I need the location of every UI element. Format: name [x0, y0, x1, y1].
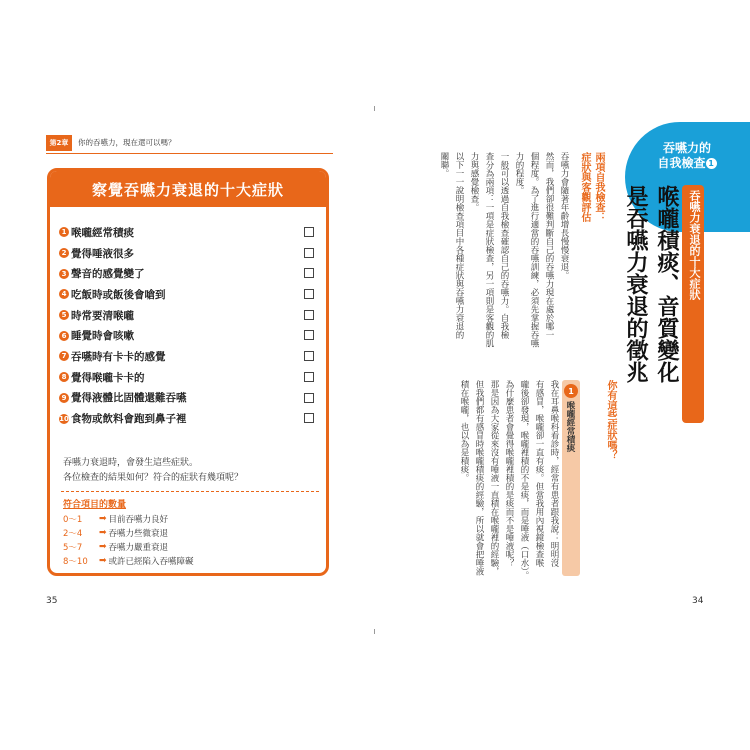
item-label: 食物或飲料會跑到鼻子裡 — [71, 413, 187, 426]
item-number: 2 — [59, 248, 69, 258]
symptom-item — [59, 305, 319, 326]
paragraph-column: 查分為兩項：一項是症狀檢查，另一項則是客觀的肌 — [484, 152, 494, 348]
arrow-right-icon: ➡ — [99, 528, 107, 538]
paragraph-column: 那是因為大家從來沒有唾液一直積在喉嚨裡的經驗， — [489, 380, 499, 576]
symptom-item — [59, 408, 319, 429]
item-label: 時常要清喉嚨 — [71, 309, 134, 322]
item-number: 7 — [59, 351, 69, 361]
symptom-checklist-card — [47, 168, 329, 576]
paragraph-column: 力與感覺檢查。 — [469, 152, 479, 212]
count-row — [63, 554, 194, 568]
symptom-item — [59, 263, 319, 284]
chapter-badge: 第2章 — [46, 135, 72, 151]
item-number: 6 — [59, 331, 69, 341]
question-heading: 你有這些症狀嗎？ — [605, 380, 616, 460]
item-number: 4 — [59, 289, 69, 299]
count-description: 吞嚥力嚴重衰退 — [108, 543, 169, 553]
paragraph-column: 但我們都有感冒時喉嚨積痰的經驗，所以就會把唾液 — [474, 380, 484, 576]
count-title: 符合項目的數量 — [63, 500, 127, 510]
item-checkbox[interactable] — [304, 393, 314, 403]
paragraph-column: 一般可以透過自我檢查確認自己的吞嚥力。自我檢 — [499, 152, 509, 339]
item-checkbox[interactable] — [304, 310, 314, 320]
item-label: 喉嚨經常積痰 — [71, 226, 134, 239]
paragraph-column: 我在耳鼻喉科看診時，經常有患者跟我說：明明沒 — [549, 380, 559, 567]
gutter-mark-bottom — [374, 629, 375, 634]
count-row — [63, 512, 194, 526]
item-number: 5 — [59, 310, 69, 320]
badge-number: 1 — [706, 158, 717, 169]
checklist-note — [63, 456, 243, 486]
item-checkbox[interactable] — [304, 268, 314, 278]
card-title: 察覺吞嚥力衰退的十大症狀 — [50, 171, 326, 207]
badge-line-2: 自我檢查 — [657, 156, 706, 170]
chapter-title: 你的吞嚥力，現在還可以嗎？ — [78, 138, 176, 147]
item-checkbox[interactable] — [304, 351, 314, 361]
page-number-left: 35 — [46, 596, 58, 606]
subhead-a: 兩項自我檢查： — [593, 152, 604, 222]
side-label: 吞嚥力衰退的十大症狀 — [688, 190, 701, 300]
page-number-right: 34 — [692, 596, 704, 606]
symptom-item — [59, 243, 319, 264]
item-label: 覺得唾液很多 — [71, 247, 134, 260]
item-checkbox[interactable] — [304, 227, 314, 237]
arrow-right-icon: ➡ — [99, 514, 107, 524]
count-row — [63, 540, 194, 554]
note-line-2: 各位檢查的結果如何？符合的症狀有幾項呢？ — [63, 473, 244, 483]
count-range: 0～1 — [63, 515, 83, 525]
header-rule — [46, 153, 333, 154]
paragraph-column: 然而，我們卻很難判斷自己的吞嚥力現在處於哪一 — [544, 152, 554, 339]
section-number: 1 — [564, 384, 578, 398]
arrow-right-icon: ➡ — [99, 542, 107, 552]
item-label: 聲音的感覺變了 — [71, 268, 145, 281]
count-range: 5～7 — [63, 543, 83, 553]
count-description: 或許已經陷入吞嚥障礙 — [108, 557, 194, 567]
item-number: 9 — [59, 393, 69, 403]
section-paragraph — [455, 380, 560, 580]
item-number: 1 — [59, 227, 69, 237]
symptom-item — [59, 222, 319, 243]
item-label: 吞嚥時有卡卡的感覺 — [71, 350, 166, 363]
paragraph-column: 個程度。為了進行適當的吞嚥訓練，必須先掌握吞嚥 — [529, 152, 539, 348]
section-title: 喉嚨經常積痰 — [565, 401, 575, 452]
symptom-list — [59, 222, 319, 429]
symptom-item — [59, 346, 319, 367]
intro-paragraph — [420, 152, 570, 348]
item-number: 3 — [59, 269, 69, 279]
note-line-1: 吞嚥力衰退時，會發生這些症狀。 — [63, 458, 199, 468]
count-description: 吞嚥力些微衰退 — [108, 529, 169, 539]
paragraph-column: 以下一一說明檢查項目中各種症狀與吞嚥力衰退的 — [454, 152, 464, 339]
paragraph-column: 嚨後卻發現，喉嚨裡積的不是痰，而是唾液（口水）。 — [519, 380, 529, 580]
self-check-badge-label — [652, 141, 722, 171]
item-label: 吃飯時或飯後會嗆到 — [71, 288, 166, 301]
item-number: 10 — [59, 414, 69, 423]
item-checkbox[interactable] — [304, 248, 314, 258]
symptom-item — [59, 284, 319, 305]
count-range: 8～10 — [63, 557, 88, 567]
paragraph-column: 為什麼患者會覺得喉嚨裡積的是痰而不是唾液呢？ — [504, 380, 514, 567]
paragraph-column: 有感冒，喉嚨卻一直有痰。但當我用內視鏡檢查喉 — [534, 380, 544, 567]
count-table — [63, 512, 194, 568]
item-checkbox[interactable] — [304, 330, 314, 340]
paragraph-column: 吞嚥力會隨著年齡增長慢慢衰退。 — [559, 152, 569, 280]
badge-line-1: 吞嚥力的 — [662, 141, 711, 155]
headline-line-2: 是吞嚥力衰退的徵兆 — [623, 185, 648, 383]
gutter-mark-top — [374, 106, 375, 111]
symptom-item — [59, 325, 319, 346]
subhead-b: 症狀與客觀評估 — [579, 152, 590, 222]
item-label: 睡覺時會咳嗽 — [71, 330, 134, 343]
count-range: 2～4 — [63, 529, 83, 539]
paragraph-column: 關聯。 — [439, 152, 449, 178]
item-checkbox[interactable] — [304, 372, 314, 382]
paragraph-column: 力的程度。 — [514, 152, 524, 195]
paragraph-column: 積在喉嚨，也以為是積痰。 — [459, 380, 469, 482]
item-checkbox[interactable] — [304, 289, 314, 299]
item-number: 8 — [59, 372, 69, 382]
item-label: 覺得喉嚨卡卡的 — [71, 371, 145, 384]
arrow-right-icon: ➡ — [99, 556, 107, 566]
count-row — [63, 526, 194, 540]
count-description: 目前吞嚥力良好 — [108, 515, 169, 525]
symptom-item — [59, 388, 319, 409]
symptom-item — [59, 367, 319, 388]
item-checkbox[interactable] — [304, 413, 314, 423]
dashed-divider — [61, 491, 319, 492]
headline-line-1: 喉嚨積痰、音質變化 — [654, 185, 679, 383]
item-label: 覺得液體比固體還難吞嚥 — [71, 392, 187, 405]
